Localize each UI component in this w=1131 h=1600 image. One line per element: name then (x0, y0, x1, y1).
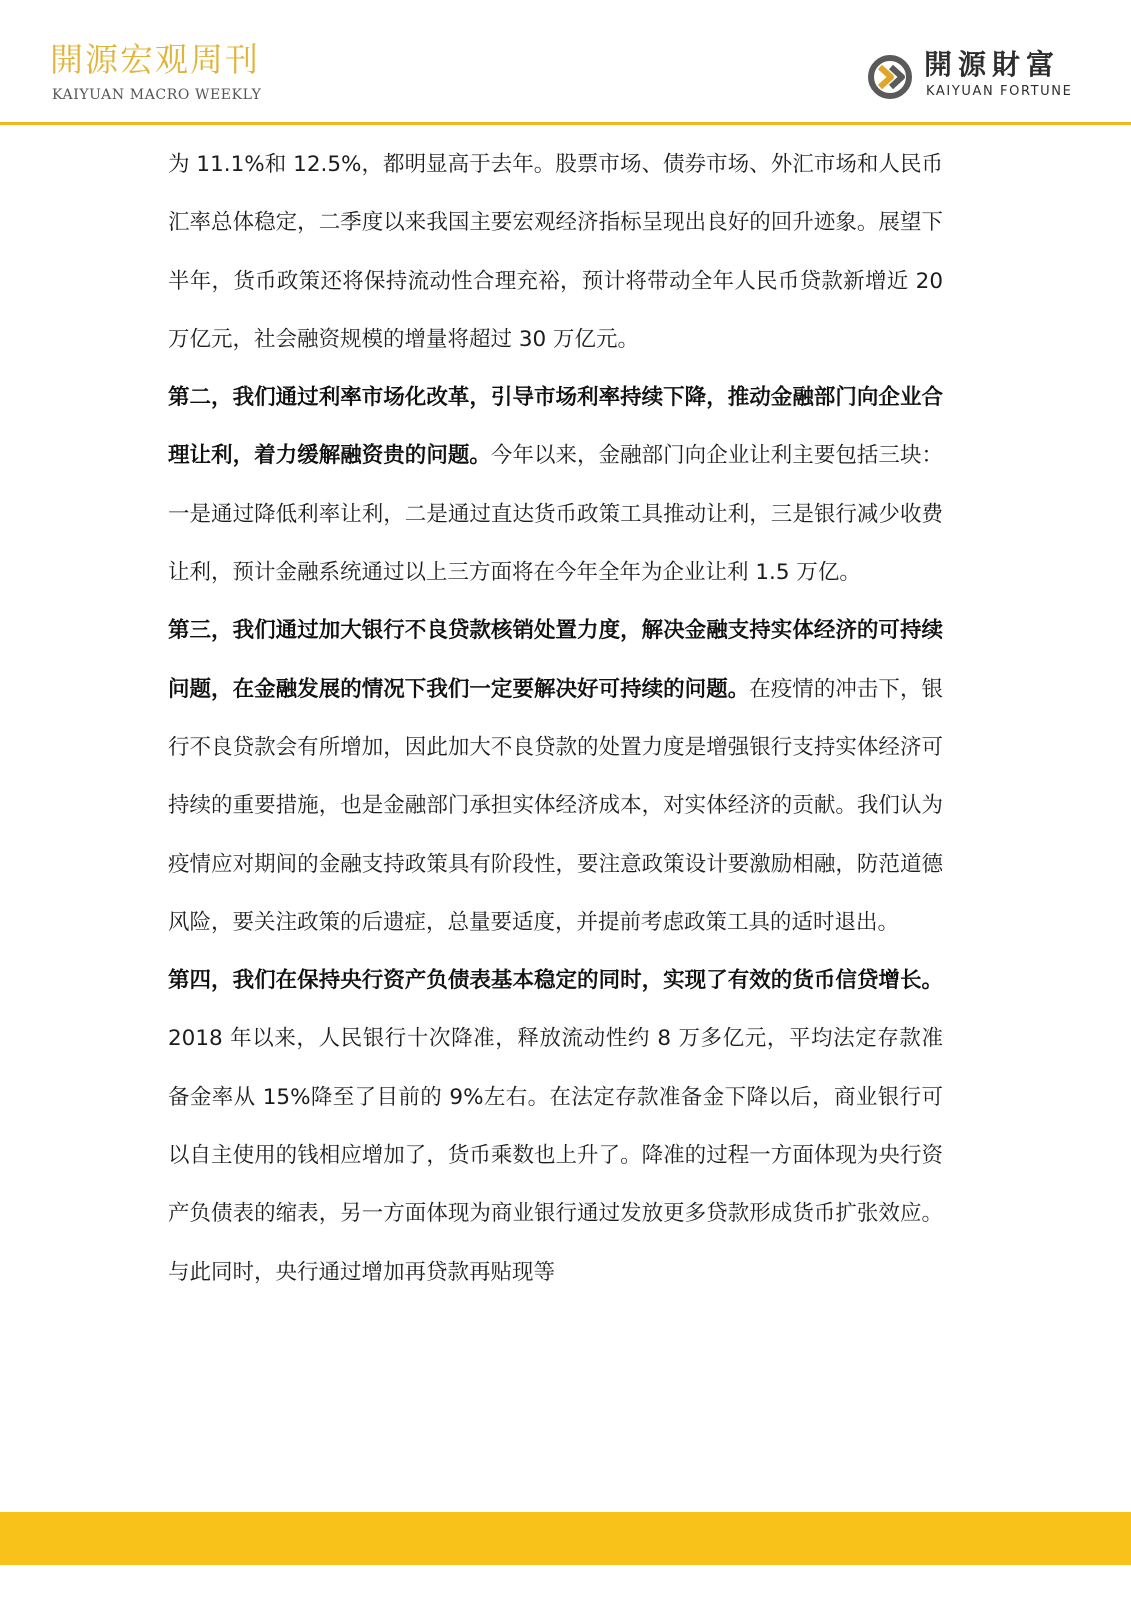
company-logo (866, 50, 1086, 104)
paragraph-2-text: 今年以来，金融部门向企业让利主要包括三块：一是通过降低利率让利，二是通过直达货币政策工具推动让利，三是银行减少收费让利，预计金融系统通过以上三方面将在今年全年为企业让利 1.5 万亿。 (168, 443, 943, 586)
paragraph-4-text: 2018 年以来，人民银行十次降准，释放流动性约 8 万多亿元，平均法定存款准备金率从 15%降至了目前的 9%左右。在法定存款准备金下降以后，商业银行可以自主使用的钱相应增加了，货币乘数也上升了。降准的过程一方面体现为央行资产负债表的缩表，另一方面体现为商业银行通过发放更多贷款形成货币扩张效应。与此同时，央行通过增加再贷款再贴现等 (168, 1026, 943, 1285)
logo-name: 開源財富 (924, 48, 1061, 81)
paragraph-3-text: 在疫情的冲击下，银行不良贷款会有所增加，因此加大不良贷款的处置力度是增强银行支持实体经济可持续的重要措施，也是金融部门承担实体经济成本，对实体经济的贡献。我们认为疫情应对期间的金融支持政策具有阶段性，要注意政策设计要激励相融，防范道德风险，要关注政策的后遗症，总量要适度，并提前考虑政策工具的适时退出。 (168, 676, 943, 935)
paragraph-3-heading: 第三，我们通过加大银行不良贷款核销处置力度，解决金融支持实体经济的可持续问题，在金融发展的情况下我们一定要解决好可持续的问题。 (168, 618, 943, 702)
page-header (0, 0, 1131, 125)
publication-subtitle: KAIYUAN MACRO WEEKLY (52, 87, 262, 103)
kaiyuan-logo-icon (866, 53, 914, 101)
article-body (168, 136, 943, 1302)
footer-band (0, 1512, 1131, 1565)
paragraph-1 (168, 136, 943, 369)
paragraph-4-heading: 第四，我们在保持央行资产负债表基本稳定的同时，实现了有效的货币信贷增长。 (168, 968, 943, 994)
paragraph-3 (168, 602, 943, 952)
header-divider (0, 122, 1131, 125)
publication-title: 開源宏观周刊 (50, 40, 260, 79)
paragraph-2-heading: 第二，我们通过利率市场化改革，引导市场利率持续下降，推动金融部门向企业合理让利，着力缓解融资贵的问题。 (168, 385, 943, 469)
logo-name-en: KAIYUAN FORTUNE (926, 84, 1073, 99)
paragraph-2 (168, 369, 943, 602)
paragraph-4 (168, 952, 943, 1302)
paragraph-1-text: 为 11.1%和 12.5%，都明显高于去年。股票市场、债券市场、外汇市场和人民币汇率总体稳定，二季度以来我国主要宏观经济指标呈现出良好的回升迹象。展望下半年，货币政策还将保持流动性合理充裕，预计将带动全年人民币贷款新增近 20 万亿元，社会融资规模的增量将超过 30 万亿元。 (168, 152, 943, 352)
